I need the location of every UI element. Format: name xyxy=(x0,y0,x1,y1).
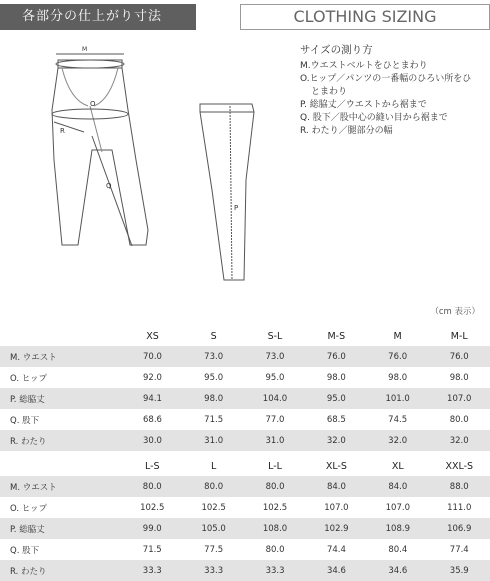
table-row xyxy=(0,476,490,497)
unit-note: （cm 表示） xyxy=(430,307,480,317)
cell-value: 107.0 xyxy=(306,497,367,518)
guide-line: とまわり xyxy=(311,87,348,97)
cell-value: 80.4 xyxy=(367,539,428,560)
table-row xyxy=(0,388,490,409)
cell-value: 77.0 xyxy=(244,409,306,430)
cell-value: 95.0 xyxy=(244,367,306,388)
size-header: L-L xyxy=(268,460,282,472)
cell-value: 84.0 xyxy=(367,476,428,497)
cell-value: 98.0 xyxy=(367,367,429,388)
cell-value: 73.0 xyxy=(183,346,244,367)
row-label: P. 総脇丈 xyxy=(0,388,122,409)
cell-value: 88.0 xyxy=(429,476,490,497)
size-header: M-S xyxy=(327,330,346,342)
cell-value: 32.0 xyxy=(367,430,429,451)
cell-value: 76.0 xyxy=(428,346,490,367)
cell-value: 95.0 xyxy=(306,388,367,409)
cell-value: 102.9 xyxy=(306,518,367,539)
label-p: P xyxy=(234,204,239,212)
cell-value: 35.9 xyxy=(429,560,490,581)
cell-value: 30.0 xyxy=(122,430,183,451)
cell-value: 80.0 xyxy=(428,409,490,430)
guide-line: R. わたり／腿部分の幅 xyxy=(300,126,393,136)
size-header: L-S xyxy=(144,460,160,472)
row-label: M. ウエスト xyxy=(0,476,122,497)
cell-value: 70.0 xyxy=(122,346,183,367)
size-header: S xyxy=(210,330,217,342)
table-row xyxy=(0,367,490,388)
cell-value: 33.3 xyxy=(122,560,183,581)
size-table-1 xyxy=(0,326,490,451)
cell-value: 107.0 xyxy=(428,388,490,409)
cell-value: 84.0 xyxy=(306,476,367,497)
label-m: M xyxy=(82,46,88,53)
table-row xyxy=(0,518,490,539)
cell-value: 98.0 xyxy=(183,388,244,409)
cell-value: 34.6 xyxy=(306,560,367,581)
cell-value: 68.5 xyxy=(306,409,367,430)
cell-value: 71.5 xyxy=(122,539,183,560)
cell-value: 106.9 xyxy=(429,518,490,539)
cell-value: 80.0 xyxy=(244,539,305,560)
cell-value: 102.5 xyxy=(122,497,183,518)
cell-value: 80.0 xyxy=(183,476,244,497)
size-header: S-L xyxy=(267,330,283,342)
cell-value: 77.5 xyxy=(183,539,244,560)
size-header: XL-S xyxy=(325,460,347,472)
cell-value: 74.4 xyxy=(306,539,367,560)
cell-value: 105.0 xyxy=(183,518,244,539)
size-header: L xyxy=(211,460,217,472)
cell-value: 95.0 xyxy=(183,367,244,388)
table-row xyxy=(0,539,490,560)
size-header: XXL-S xyxy=(445,460,474,472)
guide-line: M.ウエストベルトをひとまわり xyxy=(300,61,428,71)
guide-line: P. 総脇丈／ウエストから裾まで xyxy=(300,100,427,110)
cell-value: 33.3 xyxy=(183,560,244,581)
cell-value: 107.0 xyxy=(367,497,428,518)
cell-value: 33.3 xyxy=(244,560,305,581)
cell-value: 98.0 xyxy=(306,367,367,388)
cell-value: 32.0 xyxy=(428,430,490,451)
table-row xyxy=(0,430,490,451)
guide-title: サイズの測り方 xyxy=(300,44,373,56)
cell-value: 74.5 xyxy=(367,409,429,430)
size-header: M xyxy=(393,330,402,342)
row-label: Q. 股下 xyxy=(0,409,122,430)
cell-value: 32.0 xyxy=(306,430,367,451)
row-label: P. 総脇丈 xyxy=(0,518,122,539)
size-table-2 xyxy=(0,456,490,581)
row-label: O. ヒップ xyxy=(0,367,122,388)
row-label: Q. 股下 xyxy=(0,539,122,560)
table-row xyxy=(0,346,490,367)
guide-line: O.ヒップ／パンツの一番幅のひろい所をひ xyxy=(300,74,472,84)
guide-line: Q. 股下／股中心の縫い目から裾まで xyxy=(300,113,448,123)
header xyxy=(0,0,490,30)
section-title-en: CLOTHING SIZING xyxy=(240,4,490,30)
cell-value: 76.0 xyxy=(306,346,367,367)
row-label: O. ヒップ xyxy=(0,497,122,518)
measurement-guide xyxy=(300,44,490,138)
table-row xyxy=(0,409,490,430)
cell-value: 108.9 xyxy=(367,518,428,539)
cell-value: 101.0 xyxy=(367,388,429,409)
cell-value: 76.0 xyxy=(367,346,429,367)
cell-value: 98.0 xyxy=(428,367,490,388)
cell-value: 34.6 xyxy=(367,560,428,581)
label-o: O xyxy=(90,100,96,108)
cell-value: 31.0 xyxy=(183,430,244,451)
row-label: R. わたり xyxy=(0,430,122,451)
cell-value: 94.1 xyxy=(122,388,183,409)
cell-value: 111.0 xyxy=(429,497,490,518)
cell-value: 104.0 xyxy=(244,388,306,409)
header-blank xyxy=(0,456,122,476)
section-title-jp: 各部分の仕上がり寸法 xyxy=(0,4,196,30)
size-header: XL xyxy=(391,460,404,472)
label-r: R xyxy=(60,127,65,135)
row-label: M. ウエスト xyxy=(0,346,122,367)
cell-value: 80.0 xyxy=(244,476,305,497)
cell-value: 108.0 xyxy=(244,518,305,539)
cell-value: 102.5 xyxy=(244,497,305,518)
pants-front-figure xyxy=(52,60,148,245)
row-label: R. わたり xyxy=(0,560,122,581)
size-header: XS xyxy=(146,330,159,342)
size-header: M-L xyxy=(450,330,468,342)
cell-value: 77.4 xyxy=(429,539,490,560)
header-blank xyxy=(0,326,122,346)
cell-value: 73.0 xyxy=(244,346,306,367)
cell-value: 68.6 xyxy=(122,409,183,430)
cell-value: 92.0 xyxy=(122,367,183,388)
cell-value: 99.0 xyxy=(122,518,183,539)
pants-measurement-diagram xyxy=(40,40,270,290)
cell-value: 71.5 xyxy=(183,409,244,430)
cell-value: 102.5 xyxy=(183,497,244,518)
table-row xyxy=(0,497,490,518)
cell-value: 31.0 xyxy=(244,430,306,451)
pants-side-figure xyxy=(200,104,254,280)
cell-value: 80.0 xyxy=(122,476,183,497)
table-row xyxy=(0,560,490,581)
label-q: Q xyxy=(106,182,112,190)
